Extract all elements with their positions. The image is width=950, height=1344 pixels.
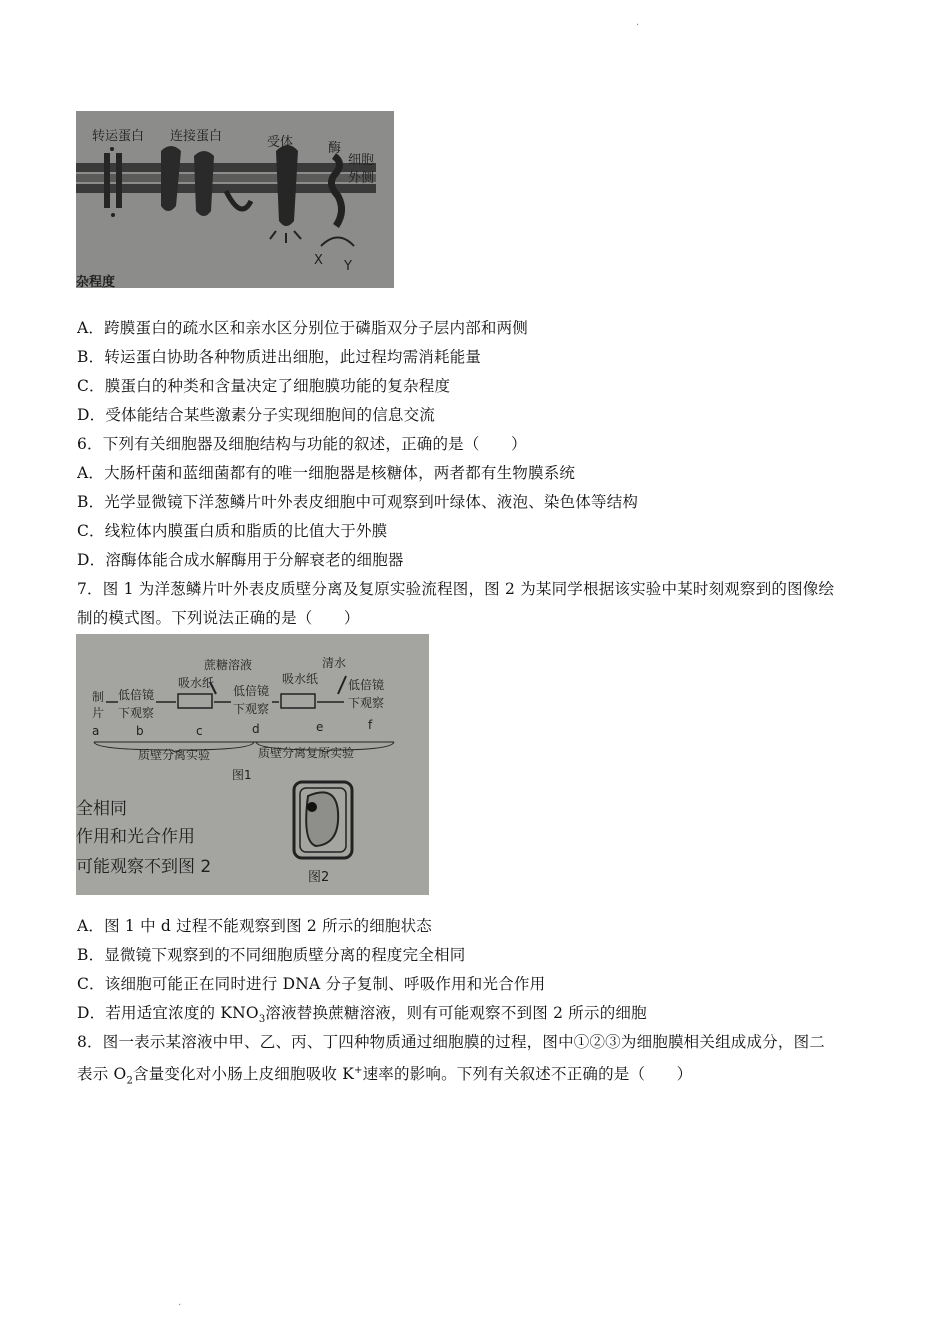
label-b: b — [136, 724, 144, 738]
label-low-1a: 低倍镜 — [118, 688, 155, 702]
q7-option-c: C．该细胞可能正在同时进行 DNA 分子复制、呼吸作用和光合作用 — [77, 975, 546, 993]
q8-line2-sub: 2 — [126, 1075, 133, 1087]
q5-option-b: B．转运蛋白协助各种物质进出细胞，此过程均需消耗能量 — [77, 348, 482, 366]
label-cell-outside-1: 细胞 — [348, 153, 375, 168]
label-make-1: 制 — [92, 690, 105, 704]
label-d: d — [252, 722, 260, 736]
q6-option-c: C．线粒体内膜蛋白质和脂质的比值大于外膜 — [77, 522, 388, 540]
label-fragment-1: 全相同 — [76, 799, 127, 819]
q7-option-a: A．图 1 中 d 过程不能观察到图 2 所示的细胞状态 — [77, 917, 433, 935]
label-make-2: 片 — [92, 706, 105, 720]
q7-stem-line1: 7．图 1 为洋葱鳞片叶外表皮质壁分离及复原实验流程图，图 2 为某同学根据该实验中某时刻观察到的图像绘 — [77, 580, 835, 598]
q5-option-a: A．跨膜蛋白的疏水区和亲水区分别位于磷脂双分子层内部和两侧 — [77, 319, 528, 337]
label-blotting-2: 吸水纸 — [282, 672, 319, 686]
label-c: c — [196, 724, 203, 738]
q7-option-d-sub: 3 — [258, 1014, 266, 1026]
q5-option-d: D．受体能结合某些激素分子实现细胞间的信息交流 — [77, 406, 436, 424]
q5-option-c: C．膜蛋白的种类和含量决定了细胞膜功能的复杂程度 — [77, 377, 451, 395]
label-transport-protein: 转运蛋白 — [92, 129, 145, 144]
label-fragment: 杂程度 — [76, 275, 116, 288]
q6-option-a: A．大肠杆菌和蓝细菌都有的唯一细胞器是核糖体，两者都有生物膜系统 — [77, 464, 576, 482]
q6-option-d: D．溶酶体能合成水解酶用于分解衰老的细胞器 — [77, 551, 404, 569]
label-low-2a: 低倍镜 — [233, 684, 270, 698]
label-fig1: 图1 — [232, 768, 252, 782]
q8-line2-mid: 含量变化对小肠上皮细胞吸收 K — [133, 1065, 355, 1084]
label-a: a — [92, 724, 100, 738]
q7-option-d-post: 溶液替换蔗糖溶液，则有可能观察不到图 2 所示的细胞 — [265, 1004, 647, 1022]
label-low-3a: 低倍镜 — [348, 678, 385, 692]
footer-dot: · — [178, 1300, 182, 1311]
label-enzyme: 酶 — [328, 141, 342, 156]
label-e: e — [316, 720, 324, 734]
label-y: Y — [344, 259, 352, 274]
label-blotting-1: 吸水纸 — [178, 676, 215, 690]
q8-line2-sup: + — [354, 1065, 363, 1076]
label-receptor: 受体 — [267, 135, 294, 150]
label-x: X — [314, 253, 323, 268]
label-water: 清水 — [322, 656, 347, 670]
label-fragment-3: 可能观察不到图 2 — [76, 857, 212, 877]
plasmolysis-figure — [76, 634, 429, 895]
label-plasmolysis: 质壁分离实验 — [138, 748, 211, 762]
label-f: f — [368, 718, 373, 732]
q7-option-d — [77, 1003, 647, 1030]
corner-dot: · — [636, 20, 640, 31]
q8-line2-pre: 表示 O — [77, 1065, 127, 1084]
q6-option-b: B．光学显微镜下洋葱鳞片叶外表皮细胞中可观察到叶绿体、液泡、染色体等结构 — [77, 493, 639, 511]
membrane-protein-figure — [76, 111, 394, 288]
q8-line2 — [77, 1061, 692, 1091]
label-low-2b: 下观察 — [233, 702, 270, 716]
q8-line2-post: 速率的影响。下列有关叙述不正确的是（ ） — [362, 1065, 693, 1084]
label-sucrose: 蔗糖溶液 — [204, 658, 253, 672]
label-fig2: 图2 — [308, 870, 330, 885]
q7-option-d-pre: D．若用适宜浓度的 KNO — [77, 1004, 259, 1022]
q7-stem-line2: 制的模式图。下列说法正确的是（ ） — [77, 609, 360, 627]
q7-option-b: B．显微镜下观察到的不同细胞质壁分离的程度完全相同 — [77, 946, 466, 964]
label-linker-protein: 连接蛋白 — [170, 129, 223, 144]
label-recovery: 质壁分离复原实验 — [258, 746, 355, 760]
q6-stem: 6．下列有关细胞器及细胞结构与功能的叙述，正确的是（ ） — [77, 435, 527, 453]
label-cell-outside-2: 外侧 — [348, 171, 375, 186]
label-low-3b: 下观察 — [348, 696, 385, 710]
label-low-1b: 下观察 — [118, 706, 155, 720]
label-fragment-2: 作用和光合作用 — [76, 827, 195, 847]
q8-line1: 8．图一表示某溶液中甲、乙、丙、丁四种物质通过细胞膜的过程，图中①②③为细胞膜相关组成成分，图二 — [77, 1033, 825, 1051]
